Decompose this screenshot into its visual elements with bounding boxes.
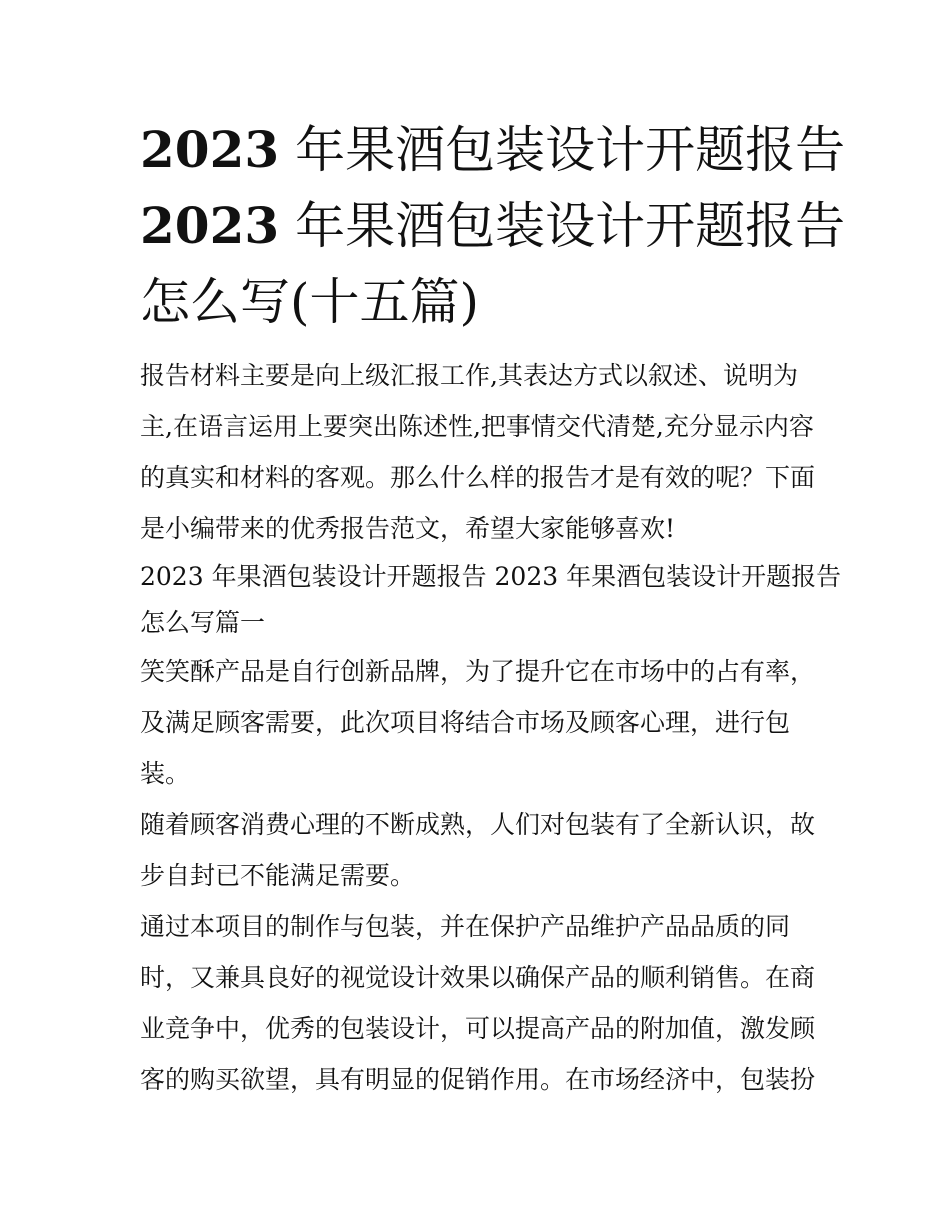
document-body [140, 350, 842, 1105]
intro-paragraph: 报告材料主要是向上级汇报工作,其表达方式以叙述、说明为 主,在语言运用上要突出陈述性,把事情交代清楚,充分显示内容 的真实和材料的客观。那么什么样的报告才是有效的呢？下面 是小编带来的优秀报告范文，希望大家能够喜欢! [140, 361, 816, 543]
title-line: 怎么写(十五篇) [140, 273, 480, 331]
body-paragraph: 通过本项目的制作与包装，并在保护产品维护产品品质的同 时，又兼具良好的视觉设计效果以确保产品的顺利销售。在商 业竞争中，优秀的包装设计，可以提高产品的附加值，激发顾 客的购买欲望，具有明显的促销作用。在市场经济中，包装扮 [140, 912, 816, 1094]
document-title [140, 112, 846, 340]
body-paragraph: 笑笑酥产品是自行创新品牌，为了提升它在市场中的占有率， 及满足顾客需要，此次项目将结合市场及顾客心理，进行包 装。 [140, 657, 816, 788]
title-line: 2023 年果酒包装设计开题报告 [140, 120, 846, 179]
title-line: 2023 年果酒包装设计开题报告 [140, 196, 846, 255]
section-heading: 2023 年果酒包装设计开题报告 2023 年果酒包装设计开题报告 怎么写篇一 [140, 562, 842, 637]
body-paragraph: 随着顾客消费心理的不断成熟，人们对包装有了全新认识，故 步自封已不能满足需要。 [140, 810, 816, 890]
document-page [140, 112, 846, 1105]
